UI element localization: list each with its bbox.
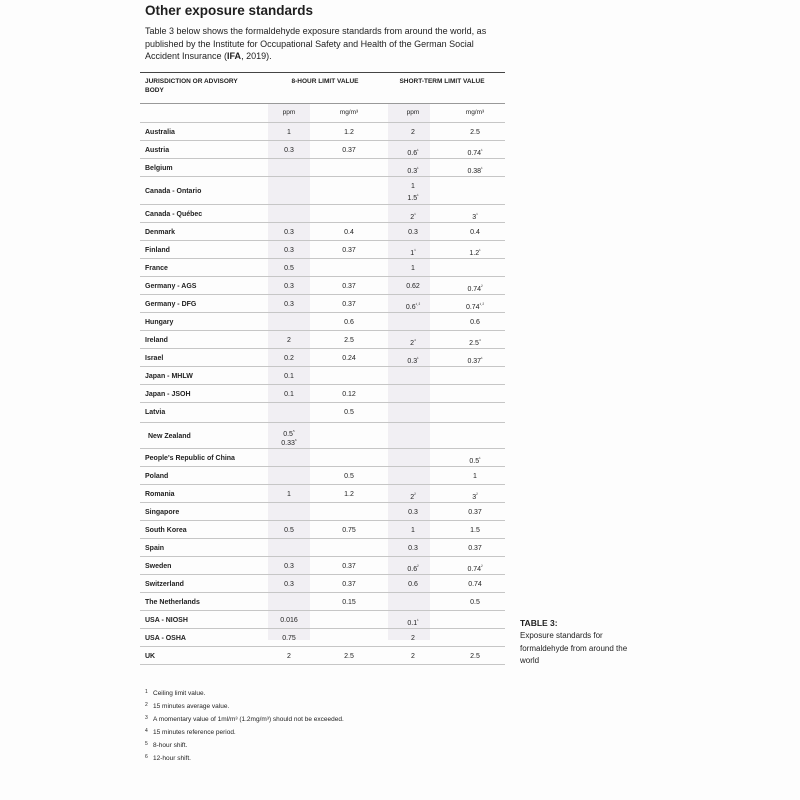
value-cell: 0.1 [284,372,294,380]
value-cell: 0.016 [280,616,298,624]
jurisdiction-cell: South Korea [145,526,187,534]
row-divider [140,158,505,159]
value-cell: $2^{^2}$ [410,491,416,501]
header-jurisdiction: JURISDICTION OR ADVISORY BODY [145,78,238,94]
jurisdiction-cell: Denmark [145,228,175,236]
value-cell: 0.37 [468,508,482,516]
row-divider [140,448,505,449]
unit-ppm-8h: ppm [282,109,296,116]
row-divider [140,466,505,467]
row-divider [140,556,505,557]
header-8hr: 8-HOUR LIMIT VALUE [291,78,359,85]
row-divider [140,610,505,611]
value-cell: 0.3 [284,300,294,308]
footnote-text: 8-hour shift. [153,742,188,749]
value-cell: $0.74^{^1}$ [467,147,483,157]
value-cell: $0.5^{^5}$ [283,429,295,438]
value-cell: 2 [411,652,415,660]
value-cell: 0.5 [284,526,294,534]
value-cell: $1.5^{^1}$ [407,193,419,202]
value-cell: $0.38^{^1}$ [467,165,483,175]
value-cell: 2.5 [344,652,354,660]
value-cell: 0.24 [342,354,356,362]
value-cell: 0.15 [342,598,356,606]
value-cell: 1 [411,264,415,272]
value-cell: 1.2 [344,128,354,136]
value-cell: 0.3 [284,282,294,290]
value-cell: $2^{^4}$ [410,337,416,347]
row-divider [140,140,505,141]
value-cell: 2 [411,634,415,642]
footnote-mark: 5 [145,741,148,747]
value-cell: $1.2^{^1}$ [469,247,481,257]
value-cell: 1.5 [470,526,480,534]
jurisdiction-cell: Germany - DFG [145,300,197,308]
value-cell: 0.3 [408,544,418,552]
value-cell: 1 [287,490,291,498]
jurisdiction-cell: People's Republic of China [145,454,235,462]
value-cell: $0.3^{^1}$ [407,165,419,175]
value-cell: $2.5^{^4}$ [469,337,481,347]
table-top-rule [140,72,505,73]
value-cell: 2 [287,652,291,660]
value-cell: 0.75 [342,526,356,534]
value-cell: 1 [411,183,415,190]
row-divider [140,176,505,177]
footnote-mark: 6 [145,754,148,760]
footnote [145,688,205,698]
value-cell: 0.6 [408,580,418,588]
jurisdiction-cell: New Zealand [148,432,191,440]
row-divider [140,592,505,593]
value-cell: 0.4 [344,228,354,236]
row-divider [140,348,505,349]
jurisdiction-cell: The Netherlands [145,598,200,606]
row-divider [140,502,505,503]
footnote-text: 15 minutes average value. [153,703,230,710]
value-cell: 0.5 [344,472,354,480]
value-cell: 1.2 [344,490,354,498]
value-cell: $0.37^{^1}$ [467,355,483,365]
row-divider [140,422,505,423]
row-divider [140,258,505,259]
jurisdiction-cell: Switzerland [145,580,184,588]
caption-text: Exposure standards for formaldehyde from around the world [520,631,628,665]
jurisdiction-cell: Israel [145,354,164,362]
intro-paragraph [145,25,505,63]
value-cell: $0.6^{^2}$ [407,563,419,573]
footnote [145,701,229,711]
value-cell: $0.6^{^1}$ [407,147,419,157]
footnote-mark: 2 [145,702,148,708]
jurisdiction-cell: Spain [145,544,165,552]
footnote-mark: 3 [145,715,148,721]
value-cell: 1 [473,472,477,480]
row-divider [140,484,505,485]
row-divider [140,204,505,205]
jurisdiction-cell: France [145,264,168,272]
value-cell: 0.37 [342,300,356,308]
jurisdiction-cell: Romania [145,490,175,498]
value-cell: 2 [287,336,291,344]
row-divider [140,538,505,539]
value-cell: 0.2 [284,354,294,362]
footnote-mark: 1 [145,689,148,695]
value-cell: 2 [411,128,415,136]
row-divider [140,330,505,331]
row-divider [140,240,505,241]
value-cell: $0.6^{^1˒^2}$ [405,301,421,311]
value-cell: $0.74^{^1˒^2}$ [465,301,485,311]
jurisdiction-cell: Germany - AGS [145,282,197,290]
value-cell: 2.5 [344,336,354,344]
value-cell: 0.74 [468,580,482,588]
row-divider [140,366,505,367]
intro-bold: IFA [227,51,242,61]
footnote [145,753,191,763]
row-divider [140,402,505,403]
jurisdiction-cell: Latvia [145,408,166,416]
jurisdiction-cell: Canada - Québec [145,210,203,218]
header-divider [140,103,505,104]
value-cell: 0.1 [284,390,294,398]
unit-mg-st: mg/m³ [465,109,485,116]
intro-text-start: Table 3 below shows the formaldehyde exposure standards from around the world, as published by the Institute for Occupational Safety and Health of the German Social Accident Insurance ( [145,26,487,61]
footnote-mark: 4 [145,728,148,734]
value-cell: 0.3 [284,246,294,254]
row-divider [140,276,505,277]
jurisdiction-cell: Austria [145,146,170,154]
row-divider [140,646,505,647]
jurisdiction-cell: Belgium [145,164,173,172]
intro-text-end: , 2019). [241,51,272,61]
value-cell: $0.33^{^6}$ [281,438,297,447]
row-divider [140,312,505,313]
value-cell: $3^{^1}$ [472,211,478,221]
footnote-text: 12-hour shift. [153,755,191,762]
page-title: Other exposure standards [145,3,314,18]
value-cell: 0.75 [282,634,296,642]
row-divider [140,122,505,123]
footnote [145,740,187,750]
jurisdiction-cell: Japan - MHLW [145,372,193,380]
jurisdiction-cell: Singapore [145,508,180,516]
row-divider [140,222,505,223]
value-cell: $2^{^1}$ [410,211,416,221]
value-cell: $1^{^1}$ [410,247,416,257]
value-cell: 0.5 [284,264,294,272]
unit-ppm-st: ppm [406,109,420,116]
value-cell: 1 [411,526,415,534]
value-cell: $3^{^2}$ [472,491,478,501]
value-cell: 0.3 [284,580,294,588]
value-cell: 0.5 [344,408,354,416]
jurisdiction-cell: Canada - Ontario [145,187,202,195]
value-cell: 0.5 [470,598,480,606]
footnote [145,727,236,737]
value-cell: $0.3^{^1}$ [407,355,419,365]
jurisdiction-cell: Sweden [145,562,172,570]
value-cell: 0.6 [470,318,480,326]
table-bottom-rule [140,664,505,665]
jurisdiction-cell: Ireland [145,336,168,344]
jurisdiction-cell: Japan - JSOH [145,390,191,398]
value-cell: 0.37 [342,282,356,290]
footnote-text: Ceiling limit value. [153,690,206,697]
value-cell: 0.6 [344,318,354,326]
row-divider [140,384,505,385]
value-cell: $0.5^{^1}$ [469,455,481,465]
value-cell: 0.37 [342,580,356,588]
value-cell: 0.37 [342,246,356,254]
footnote-text: A momentary value of 1ml/m³ (1.2mg/m³) should not be exceeded. [153,716,344,723]
footnote-text: 15 minutes reference period. [153,729,236,736]
value-cell: $0.74^{^2}$ [467,283,483,293]
value-cell: $0.74^{^2}$ [467,563,483,573]
header-short-term: SHORT-TERM LIMIT VALUE [399,78,485,85]
value-cell: 0.3 [284,146,294,154]
unit-mg-8h: mg/m³ [339,109,359,116]
value-cell: 0.37 [342,146,356,154]
row-divider [140,574,505,575]
caption-title: TABLE 3: [520,618,558,628]
jurisdiction-cell: USA - NIOSH [145,616,188,624]
value-cell: 0.12 [342,390,356,398]
jurisdiction-cell: USA - OSHA [145,634,186,642]
value-cell: 0.37 [342,562,356,570]
value-cell: 1 [287,128,291,136]
row-divider [140,628,505,629]
value-cell: 0.62 [406,282,420,290]
value-cell: 2.5 [470,652,480,660]
value-cell: 2.5 [470,128,480,136]
row-divider [140,520,505,521]
jurisdiction-cell: Poland [145,472,169,480]
value-cell: 0.4 [470,228,480,236]
jurisdiction-cell: Hungary [145,318,174,326]
row-divider [140,294,505,295]
value-cell: 0.3 [408,228,418,236]
value-cell: 0.3 [408,508,418,516]
jurisdiction-cell: UK [145,652,156,660]
jurisdiction-cell: Finland [145,246,170,254]
value-cell: 0.37 [468,544,482,552]
jurisdiction-cell: Australia [145,128,175,136]
value-cell: $0.1^{^1}$ [407,617,419,627]
footnote [145,714,344,724]
value-cell: 0.3 [284,562,294,570]
value-cell: 0.3 [284,228,294,236]
